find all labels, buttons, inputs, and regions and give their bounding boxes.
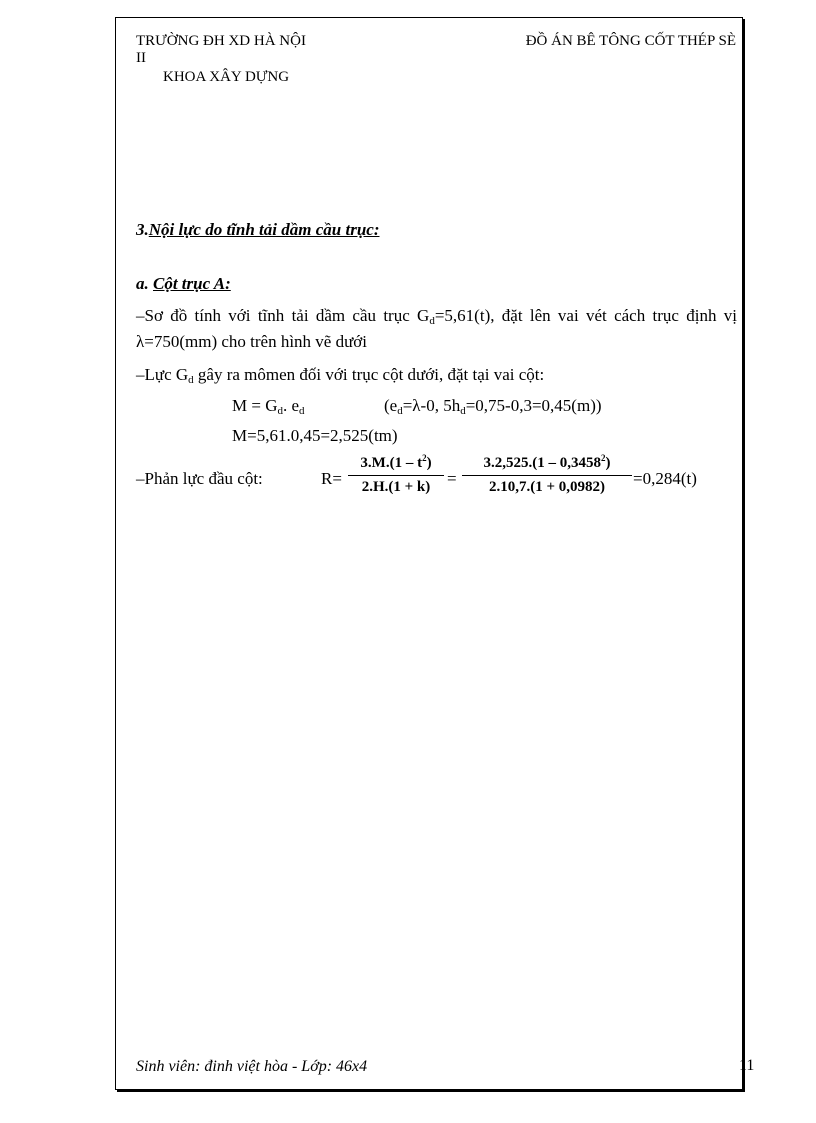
fraction-denominator: 2.H.(1 + k) [361,479,431,495]
reaction-formula-fraction [348,455,444,496]
subsection-title: Cột trục A: [153,274,231,293]
equation-moment-value: M=5,61.0,45=2,525(tm) [232,426,398,445]
paragraph-moment-description: –Lực $G_d$ gây ra mômen đối với trục cột dưới, đặt tại vai cột: [136,365,545,386]
page-border-shadow-right [743,19,745,1092]
paragraph-diagram-description: –Sơ đồ tính với tĩnh tải dầm cầu trục $G_d=5,61(t)$, đặt lên vai vét cách trục định vị λ=750(mm) cho trên hình vẽ dưới [136,306,737,351]
section-title: Nội lực do tĩnh tải dầm cầu trục: [148,220,380,239]
subsection-label: a. [136,274,149,293]
section-number: 3. [136,220,149,239]
fraction-numerator: 3.2,525.(1 – 0,3458$^2$) [483,453,611,471]
subsection-heading [136,273,231,295]
reaction-result: =0,284(t) [633,469,697,488]
header-university: TRƯỜNG ĐH XD HÀ NỘI [136,33,306,49]
equation-moment-formula: $M = G_d$. $e_d$ [232,396,305,417]
equals-sign: = [447,469,457,488]
page-border [115,17,743,1090]
reaction-label: –Phản lực đầu cột: [136,469,263,488]
fraction-numerator: $3.M.(1 - t^2)$ [360,453,432,471]
footer-student: Sinh viên: đinh việt hòa - Lớp: 46x4 [136,1058,368,1075]
reaction-values-fraction [462,455,632,496]
page-border-shadow-bottom [117,1090,745,1092]
header-project-title: ĐỒ ÁN BÊ TÔNG CỐT THÉP SÈ [525,33,736,49]
reaction-symbol: R= [321,469,342,488]
equation-eccentricity: ($e_d=\lambda-0$, $5h_d=0,75-0,3=0,45(m)$) [384,396,602,417]
header-faculty: KHOA XÂY DỰNG [163,69,290,85]
page-number: 11 [739,1057,755,1074]
fraction-denominator: 2.10,7.(1 + 0,0982) [488,479,606,495]
section-heading [136,219,379,241]
header-university-suffix: II [136,50,146,66]
